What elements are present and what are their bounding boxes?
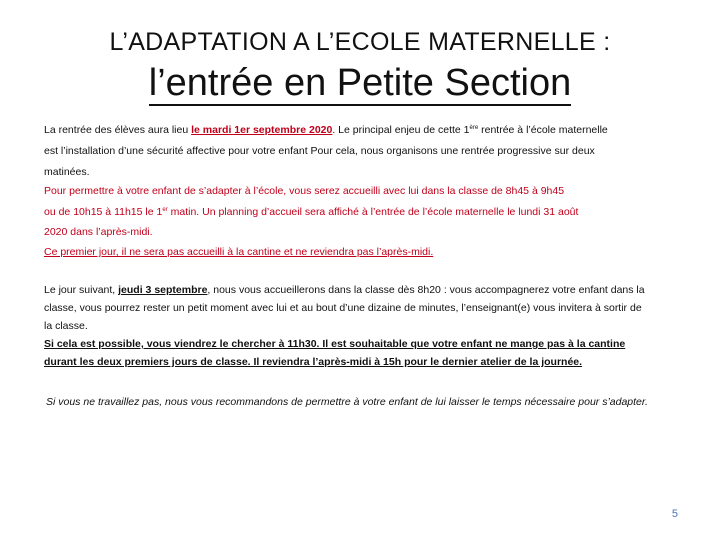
p4-line-1: Si cela est possible, vous viendrez le chercher à 11h30. Il est souhaitable que votre enfant ne mange pas à la cantine (44, 338, 626, 350)
p1-line-1 (44, 124, 608, 136)
p2-sup: er (162, 207, 168, 213)
p2-line-1: Pour permettre à votre enfant de s’adapter à l’école, vous serez accueilli avec lui dans la classe de 8h45 à 9h45 (44, 185, 565, 197)
title-line-2 (0, 62, 720, 105)
p3-line-3: la classe. (44, 320, 88, 332)
p2-text-b: matin. Un planning d’accueil sera affiché à l’entrée de l’école maternelle le lundi 31 août (167, 206, 579, 218)
p1-text-a: La rentrée des élèves aura lieu (44, 124, 192, 136)
p2-text-a: ou de 10h15 à 11h15 le 1 (44, 206, 163, 218)
title-subtitle: l’entrée en Petite Section (148, 62, 572, 104)
p3-text-a: Le jour suivant, (44, 284, 119, 296)
page-number: 5 (671, 508, 678, 520)
p1-text-c: rentrée à l’école maternelle (478, 124, 608, 136)
p3-date: jeudi 3 septembre (118, 284, 208, 296)
p1-text-b: . Le principal enjeu de cette 1 (332, 124, 470, 136)
p1-line-2: est l’installation d’une sécurité affective pour votre enfant Pour cela, nous organisons une rentrée progressive sur deux (44, 145, 595, 157)
p1-line-3: matinées. (44, 166, 90, 178)
p4-line-2: durant les deux premiers jours de classe. Il reviendra l’après-midi à 15h pour le dernier atelier de la journée. (44, 356, 583, 368)
p3-line-2: classe, vous pourrez rester un petit moment avec lui et au bout d’une dizaine de minutes, l’enseignant(e) vous invitera à sortir de (44, 302, 642, 314)
p1-sup: ère (469, 125, 479, 131)
p3-text-b: , nous vous accueillerons dans la classe dès 8h20 : vous accompagnerez votre enfant dans la (207, 284, 645, 296)
p2-line-4: Ce premier jour, il ne sera pas accueilli à la cantine et ne reviendra pas l’après-midi. (44, 246, 434, 258)
p2-line-3: 2020 dans l’après-midi. (44, 226, 153, 238)
p1-date: le mardi 1er septembre 2020 (191, 124, 333, 136)
title-line-1: L’ADAPTATION A L’ECOLE MATERNELLE : (109, 28, 611, 56)
p3-line-1 (44, 284, 645, 296)
p2-line-2 (44, 206, 578, 218)
p5-line: Si vous ne travaillez pas, nous vous recommandons de permettre à votre enfant de lui laisser le temps nécessaire pour s’adapter. (46, 396, 648, 408)
